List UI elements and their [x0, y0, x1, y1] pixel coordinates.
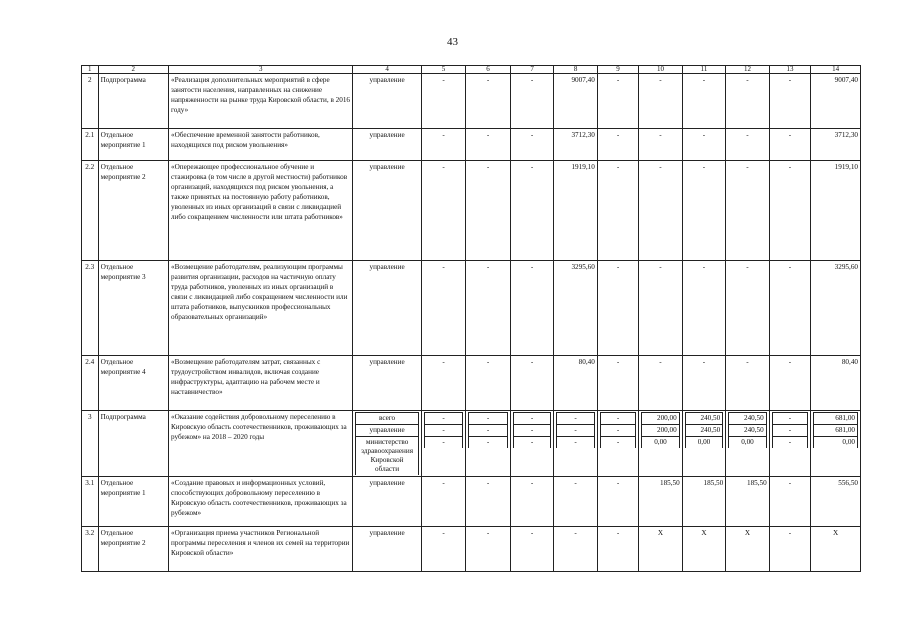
header-cell: 7 [510, 66, 554, 74]
row-org: всего [356, 413, 418, 425]
row-org: управление [356, 425, 418, 437]
header-row [82, 66, 861, 74]
value-cell: - [597, 356, 638, 411]
value-cell: 3712,30 [811, 129, 861, 161]
value-cell: - [682, 356, 726, 411]
value-cell: - [466, 129, 511, 161]
value-cell: - [600, 437, 635, 449]
value-cell: - [424, 425, 463, 437]
row-number: 3.2 [82, 527, 99, 572]
value-cell: - [421, 261, 466, 356]
row-type: Отдельное мероприятие 3 [98, 261, 168, 356]
row-org: министерство здравоохранения Кировской области [356, 437, 418, 476]
value-cell: - [421, 74, 466, 129]
value-cell: - [726, 356, 770, 411]
row-title: «Возмещение работодателям затрат, связанных с трудоустройством инвалидов, включая создание инфраструктуры, адаптацию на рабочем месте и наставничество» [169, 356, 353, 411]
row-type: Отдельное мероприятие 1 [98, 477, 168, 527]
header-cell: 1 [82, 66, 99, 74]
row-org-split [353, 411, 421, 477]
value-split [726, 411, 770, 477]
value-cell: - [597, 477, 638, 527]
row-number: 2.3 [82, 261, 99, 356]
value-cell: Х [639, 527, 683, 572]
value-cell: - [557, 413, 595, 425]
value-cell: 240,50 [729, 413, 767, 425]
row-title: «Обеспечение временной занятости работников, находящихся под риском увольнения» [169, 129, 353, 161]
value-cell: - [726, 161, 770, 261]
table-row [82, 527, 861, 572]
value-cell: - [466, 161, 511, 261]
value-split [466, 411, 511, 477]
row-number: 2.4 [82, 356, 99, 411]
header-cell: 14 [811, 66, 861, 74]
row-org: управление [353, 477, 421, 527]
value-cell: 80,40 [554, 356, 598, 411]
table-row [82, 261, 861, 356]
value-split [811, 411, 861, 477]
value-cell: - [510, 477, 554, 527]
row-type: Отдельное мероприятие 2 [98, 161, 168, 261]
row-type: Подпрограмма [98, 411, 168, 477]
value-cell: - [554, 477, 598, 527]
table-row [82, 356, 861, 411]
value-cell: - [726, 261, 770, 356]
value-cell: - [557, 425, 595, 437]
value-split [421, 411, 466, 477]
value-cell: - [513, 425, 551, 437]
header-cell: 5 [421, 66, 466, 74]
value-cell: - [513, 437, 551, 449]
expenditure-table [81, 65, 861, 572]
row-title: «Опережающее профессиональное обучение и стажировка (в том числе в другой местности) работников организаций, находящихся под риском увольнения, а также принятых на постоянную работу работников, уволенных из иных организаций в связи с ликвидацией либо сокращением численности или штата работников» [169, 161, 353, 261]
value-cell: 0,00 [642, 437, 680, 449]
value-cell: - [466, 477, 511, 527]
value-cell: - [769, 161, 810, 261]
value-cell: - [597, 161, 638, 261]
value-cell: - [769, 477, 810, 527]
value-cell: - [554, 527, 598, 572]
value-split [597, 411, 638, 477]
header-cell: 2 [98, 66, 168, 74]
table-row [82, 161, 861, 261]
value-cell: - [421, 527, 466, 572]
header-cell: 8 [554, 66, 598, 74]
header-cell: 11 [682, 66, 726, 74]
value-cell: 1919,10 [811, 161, 861, 261]
header-cell: 9 [597, 66, 638, 74]
value-cell: 200,00 [642, 413, 680, 425]
header-cell: 13 [769, 66, 810, 74]
value-cell: - [421, 477, 466, 527]
value-cell: 80,40 [811, 356, 861, 411]
row-title: «Реализация дополнительных мероприятий в сфере занятости населения, направленных на снижение напряженности на рынке труда Кировской области, в 2016 году» [169, 74, 353, 129]
value-cell: - [421, 129, 466, 161]
value-cell: - [469, 425, 508, 437]
value-cell: 556,50 [811, 477, 861, 527]
table-row [82, 477, 861, 527]
row-org: управление [353, 527, 421, 572]
value-cell: - [726, 74, 770, 129]
value-cell: - [639, 161, 683, 261]
value-cell: - [466, 527, 511, 572]
value-cell: - [597, 74, 638, 129]
header-cell: 6 [466, 66, 511, 74]
value-cell: - [466, 261, 511, 356]
value-cell: - [682, 261, 726, 356]
value-cell: - [421, 161, 466, 261]
row-org: управление [353, 356, 421, 411]
value-cell: - [726, 129, 770, 161]
value-cell: - [769, 356, 810, 411]
value-cell: - [421, 356, 466, 411]
value-cell: - [600, 413, 635, 425]
value-cell: 200,00 [642, 425, 680, 437]
row-org: управление [353, 74, 421, 129]
value-cell: - [510, 261, 554, 356]
row-number: 2 [82, 74, 99, 129]
table-row [82, 74, 861, 129]
header-cell: 4 [353, 66, 421, 74]
value-cell: - [424, 413, 463, 425]
value-cell: 1919,10 [554, 161, 598, 261]
value-split [639, 411, 683, 477]
value-cell: - [772, 413, 807, 425]
value-cell: Х [726, 527, 770, 572]
row-org: управление [353, 161, 421, 261]
value-cell: - [510, 129, 554, 161]
table-row [82, 129, 861, 161]
value-cell: - [510, 356, 554, 411]
value-cell: 185,50 [726, 477, 770, 527]
value-split [682, 411, 726, 477]
value-cell: 240,50 [685, 425, 723, 437]
value-cell: - [769, 74, 810, 129]
row-org: управление [353, 129, 421, 161]
row-number: 2.1 [82, 129, 99, 161]
value-split [769, 411, 810, 477]
row-title: «Оказание содействия добровольному переселению в Кировскую область соотечественников, проживающих за рубежом» на 2018 – 2020 годы [169, 411, 353, 477]
value-cell: Х [682, 527, 726, 572]
row-title: «Возмещение работодателям, реализующим программы развития организации, расходов на частичную оплату труда работников, уволенных из иных организаций в связи с ликвидацией либо сокращением численности или штата работников, выпускников профессиональных образовательных организаций» [169, 261, 353, 356]
value-cell: - [639, 74, 683, 129]
value-cell: - [557, 437, 595, 449]
header-cell: 12 [726, 66, 770, 74]
value-cell: - [597, 261, 638, 356]
value-cell: 681,00 [814, 425, 858, 437]
value-cell: - [682, 129, 726, 161]
value-cell: - [639, 129, 683, 161]
value-cell: 3295,60 [554, 261, 598, 356]
value-cell: - [469, 437, 508, 449]
value-cell: - [424, 437, 463, 449]
row-org: управление [353, 261, 421, 356]
value-cell: 3712,30 [554, 129, 598, 161]
value-cell: - [600, 425, 635, 437]
value-cell: 0,00 [685, 437, 723, 449]
row-title: «Организация приема участников Региональной программы переселения и членов их семей на территории Кировской области» [169, 527, 353, 572]
value-cell: - [772, 425, 807, 437]
value-cell: 240,50 [729, 425, 767, 437]
value-cell: 240,50 [685, 413, 723, 425]
header-cell: 3 [169, 66, 353, 74]
value-cell: - [682, 161, 726, 261]
value-cell: - [510, 74, 554, 129]
value-cell: 0,00 [729, 437, 767, 449]
value-cell: - [513, 413, 551, 425]
subprogram-row [82, 411, 861, 477]
value-cell: - [769, 527, 810, 572]
value-cell: - [597, 129, 638, 161]
header-cell: 10 [639, 66, 683, 74]
row-number: 2.2 [82, 161, 99, 261]
row-type: Отдельное мероприятие 1 [98, 129, 168, 161]
value-cell: Х [811, 527, 861, 572]
value-cell: - [769, 261, 810, 356]
row-number: 3 [82, 411, 99, 477]
value-cell: - [639, 356, 683, 411]
row-title: «Создание правовых и информационных условий, способствующих добровольному переселению в Кировскую область соотечественников, проживающих за рубежом» [169, 477, 353, 527]
value-cell: - [510, 161, 554, 261]
value-cell: - [597, 527, 638, 572]
value-split [510, 411, 554, 477]
value-cell: 681,00 [814, 413, 858, 425]
row-number: 3.1 [82, 477, 99, 527]
value-cell: 9007,40 [554, 74, 598, 129]
value-cell: - [769, 129, 810, 161]
value-cell: - [510, 527, 554, 572]
value-cell: 0,00 [814, 437, 858, 449]
value-cell: - [469, 413, 508, 425]
value-cell: 185,50 [682, 477, 726, 527]
value-cell: 185,50 [639, 477, 683, 527]
value-split [554, 411, 598, 477]
page-number: 43 [447, 36, 458, 48]
value-cell: - [466, 74, 511, 129]
value-cell: - [466, 356, 511, 411]
value-cell: - [639, 261, 683, 356]
value-cell: - [772, 437, 807, 449]
value-cell: 3295,60 [811, 261, 861, 356]
value-cell: - [682, 74, 726, 129]
row-type: Отдельное мероприятие 4 [98, 356, 168, 411]
row-type: Отдельное мероприятие 2 [98, 527, 168, 572]
value-cell: 9007,40 [811, 74, 861, 129]
row-type: Подпрограмма [98, 74, 168, 129]
